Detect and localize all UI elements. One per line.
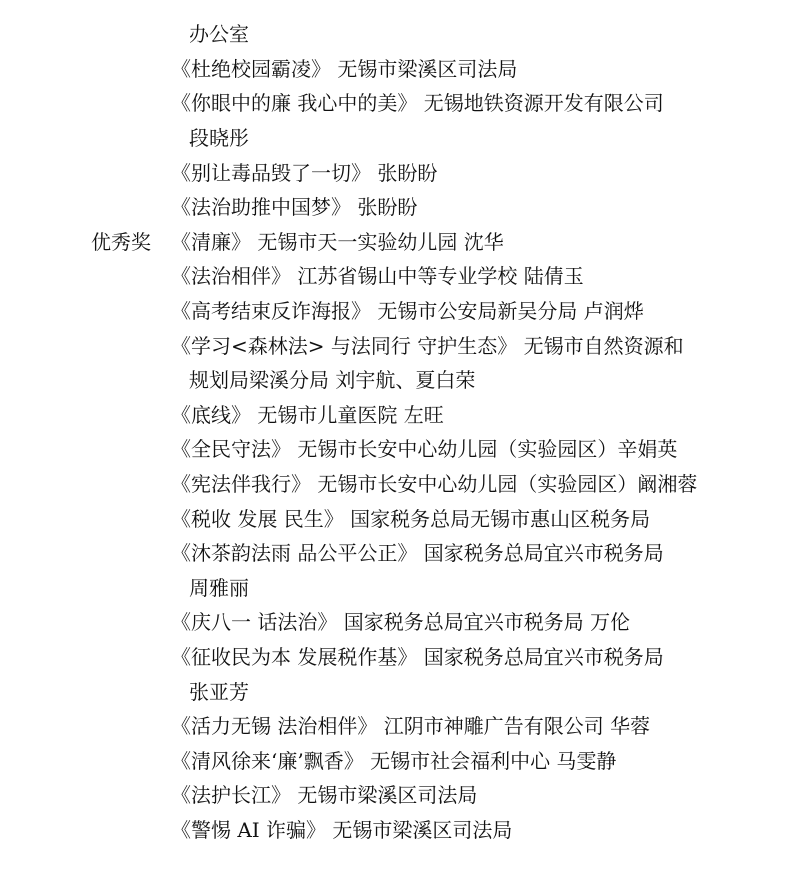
entry-continuation-line: 段晓彤 [189,126,249,150]
entry-continuation-line: 张亚芳 [189,680,249,704]
entry-line: 《清廉》 无锡市天一实验幼儿园 沈华 [171,230,504,254]
entry-line: 《别让毒品毁了一切》 张盼盼 [171,161,438,185]
entry-line: 《学习<森林法> 与法同行 守护生态》 无锡市自然资源和 [171,334,684,358]
entry-line: 《底线》 无锡市儿童医院 左旺 [171,403,444,427]
entry-continuation-line: 办公室 [189,22,249,46]
entry-line: 《你眼中的廉 我心中的美》 无锡地铁资源开发有限公司 [171,91,664,115]
entry-line: 《法治助推中国梦》 张盼盼 [171,195,418,219]
entry-line: 《活力无锡 法治相伴》 江阴市神雕广告有限公司 华蓉 [171,714,651,738]
entry-line: 《宪法伴我行》 无锡市长安中心幼儿园（实验园区）阚湘蓉 [171,472,698,496]
entry-line: 《沐茶韵法雨 品公平公正》 国家税务总局宜兴市税务局 [171,541,664,565]
entry-continuation-line: 周雅丽 [189,576,249,600]
entry-line: 《法治相伴》 江苏省锡山中等专业学校 陆倩玉 [171,264,584,288]
entry-line: 《税收 发展 民生》 国家税务总局无锡市惠山区税务局 [171,507,651,531]
entry-line: 《征收民为本 发展税作基》 国家税务总局宜兴市税务局 [171,645,664,669]
entry-line: 《清风徐来‘廉’飘香》 无锡市社会福利中心 马雯静 [171,749,617,773]
entry-line: 《全民守法》 无锡市长安中心幼儿园（实验园区）辛娟英 [171,437,678,461]
entry-line: 《警惕 AI 诈骗》 无锡市梁溪区司法局 [171,818,513,842]
entry-line: 《庆八一 话法治》 国家税务总局宜兴市税务局 万伦 [171,610,631,634]
entry-line: 《高考结束反诈海报》 无锡市公安局新吴分局 卢润烨 [171,299,644,323]
award-category-label: 优秀奖 [91,230,151,254]
entry-line: 《法护长江》 无锡市梁溪区司法局 [171,783,478,807]
entry-continuation-line: 规划局梁溪分局 刘宇航、夏白荣 [189,368,476,392]
entry-line: 《杜绝校园霸凌》 无锡市梁溪区司法局 [171,57,518,81]
